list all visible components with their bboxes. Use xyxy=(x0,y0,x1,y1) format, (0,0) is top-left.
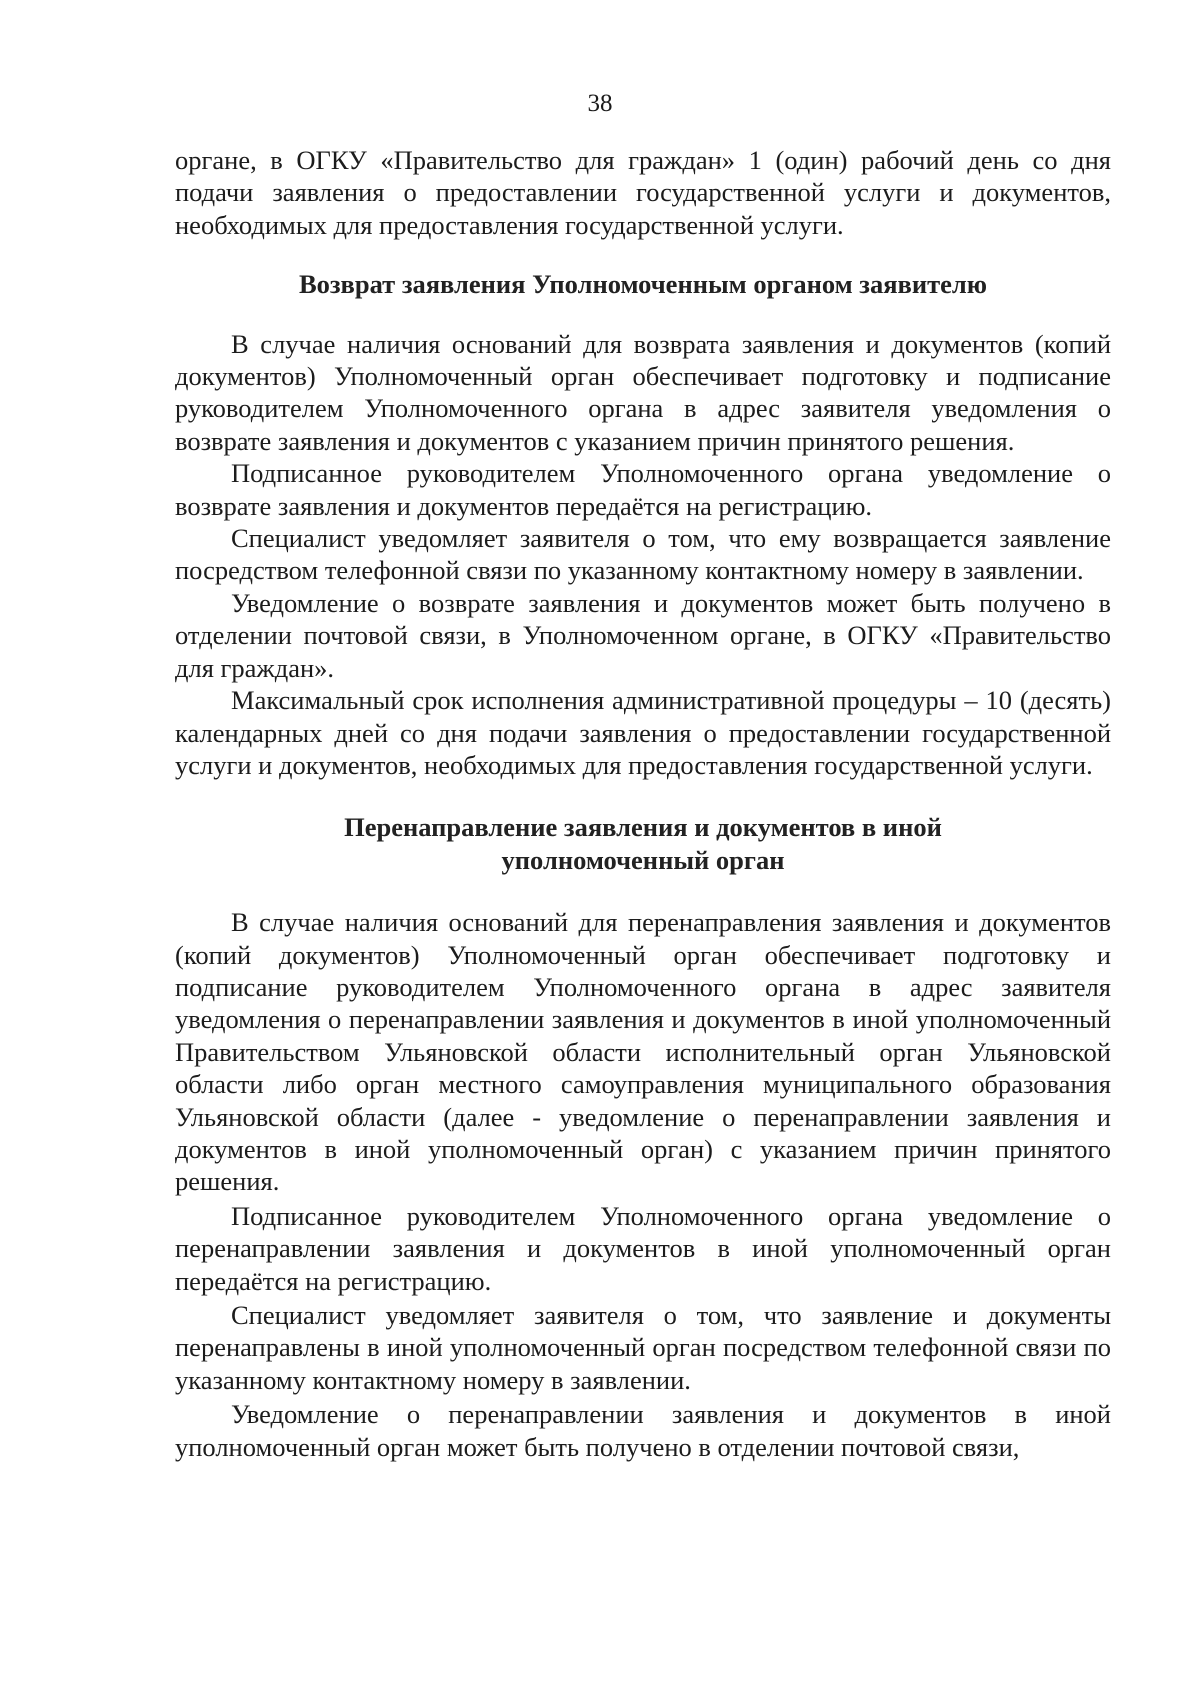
page-number: 38 xyxy=(587,90,613,117)
page-body xyxy=(175,144,1111,1463)
paragraph: Уведомление о возврате заявления и документов может быть получено в отделении почтовой связи, в Уполномоченном органе, в ОГКУ «Правительство для граждан». xyxy=(175,587,1111,683)
section-heading-return: Возврат заявления Уполномоченным органом заявителю xyxy=(298,269,988,300)
paragraph-continuation: органе, в ОГКУ «Правительство для граждан» 1 (один) рабочий день со дня подачи заявления о предоставлении государственной услуги и документов, необходимых для предоставления государственной услуги. xyxy=(175,145,1111,240)
paragraph: Уведомление о перенаправлении заявления и документов в иной уполномоченный орган может быть получено в отделении почтовой связи, xyxy=(175,1399,1111,1462)
paragraph: Подписанное руководителем Уполномоченного органа уведомление о перенаправлении заявления и документов в иной уполномоченный орган передаётся на регистрацию. xyxy=(175,1200,1111,1296)
paragraph: В случае наличия оснований для возврата заявления и документов (копий документов) Уполномоченный орган обеспечивает подготовку и подписание руководителем Уполномоченного органа в адрес заявителя уведомления о возврате заявления и документов с указанием причин принятого решения. xyxy=(175,328,1111,456)
paragraph: Специалист уведомляет заявителя о том, что ему возвращается заявление посредством телефонной связи по указанному контактному номеру в заявлении. xyxy=(175,523,1111,586)
section-heading-line: уполномоченный орган xyxy=(501,844,785,875)
paragraph: Специалист уведомляет заявителя о том, что заявление и документы перенаправлены в иной уполномоченный орган посредством телефонной связи по указанному контактному номеру в заявлении. xyxy=(175,1300,1111,1395)
paragraph: Максимальный срок исполнения административной процедуры – 10 (десять) календарных дней со дня подачи заявления о предоставлении государственной услуги и документов, необходимых для предоставления государственной услуги. xyxy=(175,685,1111,780)
section-heading-line: Перенаправление заявления и документов в иной xyxy=(344,812,942,843)
paragraph: В случае наличия оснований для перенаправления заявления и документов (копий документов) Уполномоченный орган обеспечивает подготовку и подписание руководителем Уполномоченного органа в адрес заявителя уведомления о перенаправлении заявления и документов в иной уполномоченный Правительством Ульяновской области исполнительный орган Ульяновской области либо орган местного самоуправления муниципального образования Ульяновской области (далее - уведомление о перенаправлении заявления и документов в иной уполномоченный орган) с указанием причин принятого решения. xyxy=(175,907,1111,1197)
paragraph: Подписанное руководителем Уполномоченного органа уведомление о возврате заявления и документов передаётся на регистрацию. xyxy=(175,458,1111,521)
section-heading-redirect xyxy=(175,811,1111,876)
